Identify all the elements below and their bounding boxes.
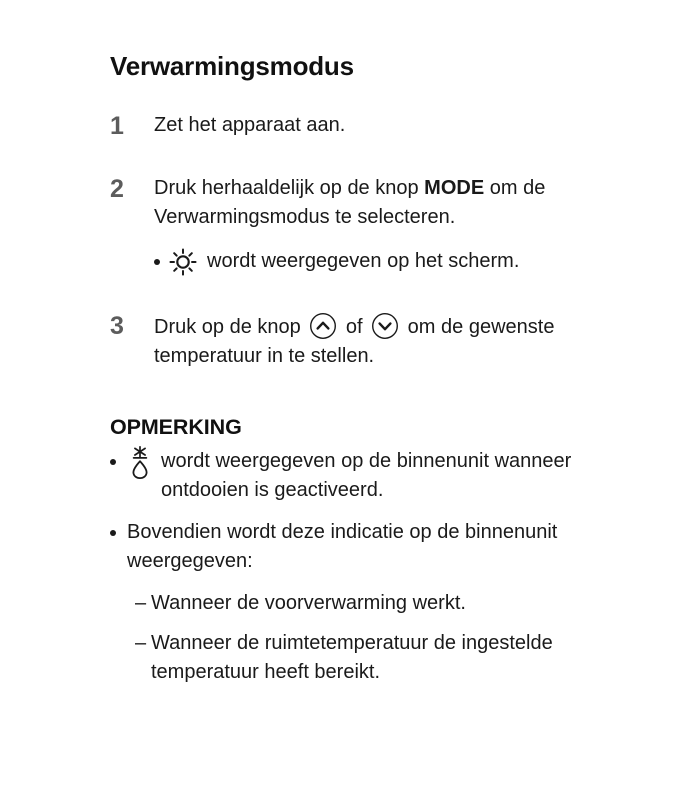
defrost-snowflake-droplet-icon: [127, 445, 153, 479]
dash-item-preheating: [135, 589, 650, 618]
note-item-indication-text: Bovendien wordt deze indicatie op de binnenunit weergegeven:: [127, 521, 558, 573]
mode-button-label: MODE: [424, 176, 485, 199]
bullet-dot-icon: [110, 530, 127, 536]
chevron-down-circle-icon: [368, 316, 402, 338]
step-3-text-part3: om de gewenste temperatuur in te stellen.: [154, 315, 555, 367]
note-sub-dash-list: [110, 589, 650, 687]
note-section: [110, 415, 650, 688]
step-2-text-before: Druk herhaaldelijk op de knop: [154, 176, 425, 199]
chevron-up-circle-icon: [306, 316, 340, 338]
step-3-text-part1: Druk op de knop: [154, 315, 307, 338]
step-text-2: [154, 174, 650, 277]
dash-marker: –: [135, 592, 147, 615]
step-number-1: 1: [110, 111, 124, 140]
step-2-sub-bullet: [154, 247, 650, 277]
dash-marker: –: [135, 632, 147, 655]
dash-item-temperature-reached: [135, 629, 650, 687]
note-heading: OPMERKING: [110, 414, 242, 439]
step-1-instruction: Zet het apparaat aan.: [154, 113, 346, 136]
page-title: Verwarmingsmodus: [110, 51, 354, 81]
step-2-sub-bullet-text: wordt weergegeven op het scherm.: [207, 249, 520, 272]
step-number-2: 2: [110, 174, 124, 203]
step-item-2: [110, 174, 650, 277]
dash-item-preheating-text: Wanneer de voorverwarming werkt.: [151, 592, 466, 615]
step-text-1: [154, 111, 650, 140]
step-text-3: [154, 311, 650, 371]
note-bullet-list: [110, 447, 650, 687]
note-item-defrost-text: wordt weergegeven op de binnenunit wanneer ontdooien is geactiveerd.: [161, 450, 572, 502]
step-number-3: 3: [110, 311, 124, 340]
note-item-defrost: [110, 447, 650, 505]
bullet-dot-icon: [110, 459, 127, 465]
numbered-step-list: [110, 111, 650, 371]
bullet-dot-icon: [154, 259, 168, 265]
step-item-1: [110, 111, 650, 140]
step-item-3: [110, 311, 650, 371]
step-3-text-part2: of: [340, 315, 369, 338]
dash-item-temperature-reached-text: Wanneer de ruimtetemperatuur de ingestelde temperatuur heeft bereikt.: [151, 632, 553, 684]
note-item-indication: [110, 518, 650, 576]
step-2-text-after: om de Verwarmingsmodus te selecteren.: [154, 176, 546, 228]
sun-icon: [168, 247, 198, 277]
